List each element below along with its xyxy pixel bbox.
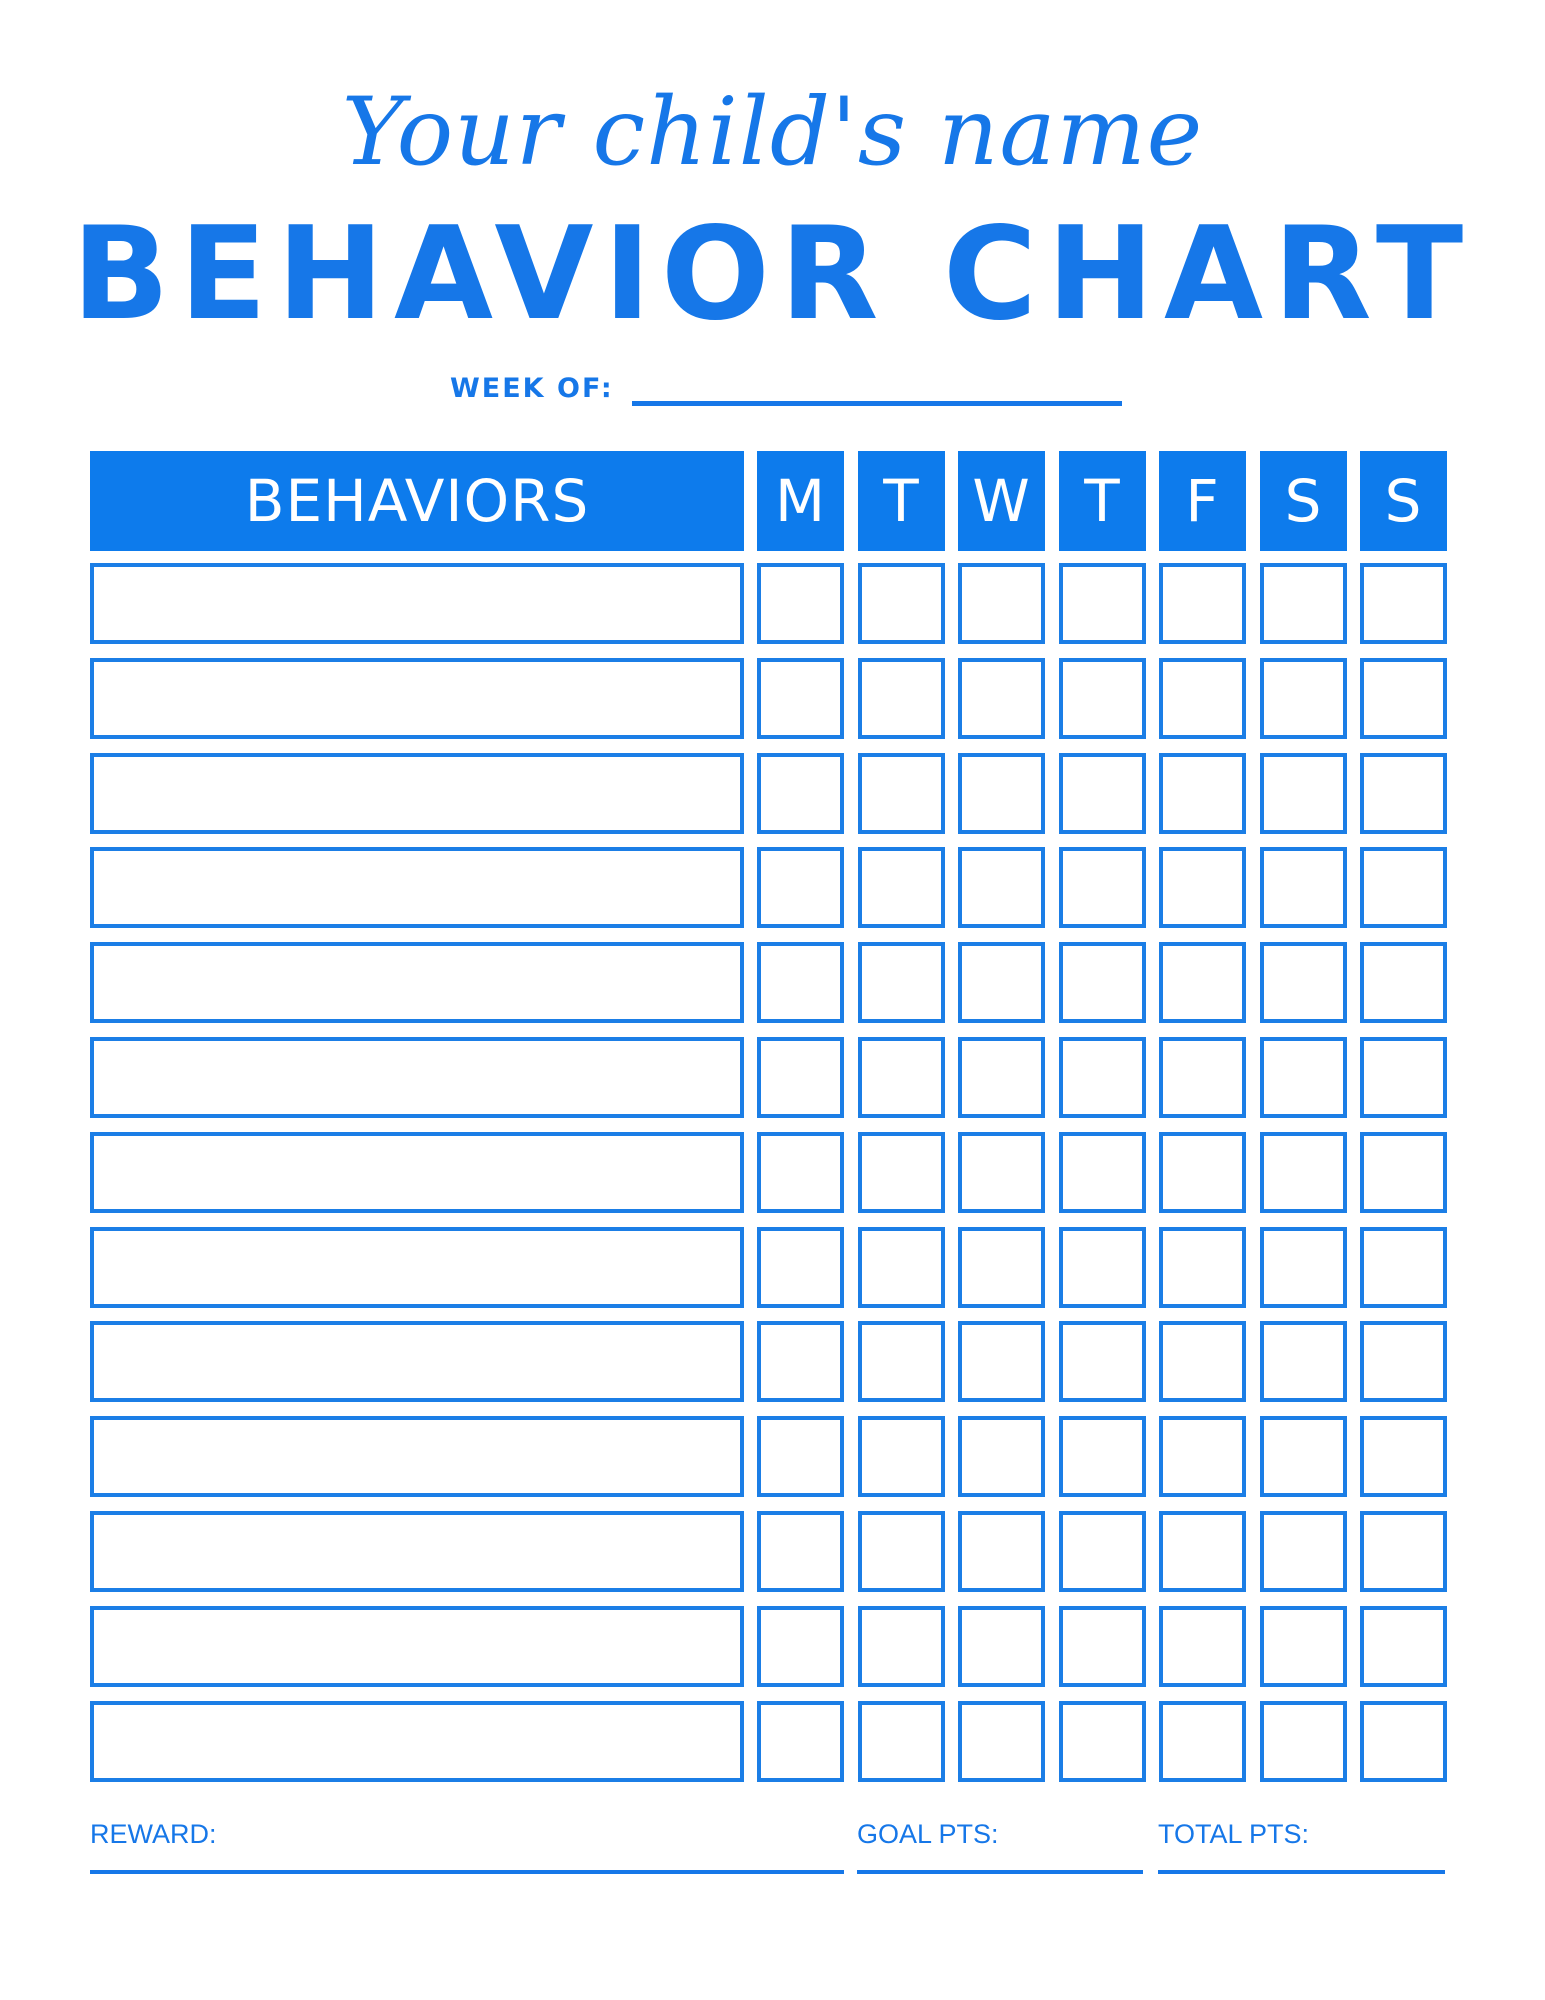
day-checkbox-row-13-col-6[interactable] [1260,1701,1347,1782]
day-checkbox-row-8-col-4[interactable] [1059,1227,1146,1308]
child-name-heading: Your child's name [341,78,1204,187]
day-checkbox-row-3-col-1[interactable] [757,753,844,834]
day-checkbox-row-8-col-1[interactable] [757,1227,844,1308]
day-checkbox-row-12-col-5[interactable] [1159,1606,1246,1687]
behavior-field-row-5[interactable] [90,942,744,1023]
day-checkbox-row-5-col-4[interactable] [1059,942,1146,1023]
day-header-2: T [858,451,945,551]
day-header-1: M [757,451,844,551]
day-checkbox-row-10-col-5[interactable] [1159,1416,1246,1497]
day-checkbox-row-7-col-1[interactable] [757,1132,844,1213]
day-checkbox-row-6-col-6[interactable] [1260,1037,1347,1118]
behaviors-header: BEHAVIORS [90,451,744,551]
day-checkbox-row-4-col-7[interactable] [1360,847,1447,928]
day-checkbox-row-7-col-7[interactable] [1360,1132,1447,1213]
day-checkbox-row-3-col-5[interactable] [1159,753,1246,834]
day-checkbox-row-8-col-7[interactable] [1360,1227,1447,1308]
day-header-7: S [1360,451,1447,551]
day-checkbox-row-9-col-2[interactable] [858,1321,945,1402]
behavior-field-row-13[interactable] [90,1701,744,1782]
day-checkbox-row-7-col-5[interactable] [1159,1132,1246,1213]
day-checkbox-row-10-col-3[interactable] [958,1416,1045,1497]
day-checkbox-row-6-col-7[interactable] [1360,1037,1447,1118]
day-checkbox-row-6-col-4[interactable] [1059,1037,1146,1118]
day-header-6: S [1260,451,1347,551]
day-checkbox-row-2-col-1[interactable] [757,658,844,739]
day-checkbox-row-11-col-2[interactable] [858,1511,945,1592]
day-checkbox-row-12-col-2[interactable] [858,1606,945,1687]
day-checkbox-row-1-col-6[interactable] [1260,563,1347,644]
day-checkbox-row-9-col-1[interactable] [757,1321,844,1402]
day-checkbox-row-6-col-1[interactable] [757,1037,844,1118]
day-checkbox-row-3-col-2[interactable] [858,753,945,834]
day-checkbox-row-3-col-6[interactable] [1260,753,1347,834]
day-checkbox-row-7-col-3[interactable] [958,1132,1045,1213]
week-of-label: WEEK OF: [450,373,614,404]
day-checkbox-row-1-col-1[interactable] [757,563,844,644]
day-checkbox-row-11-col-7[interactable] [1360,1511,1447,1592]
day-checkbox-row-11-col-3[interactable] [958,1511,1045,1592]
behavior-field-row-8[interactable] [90,1227,744,1308]
day-checkbox-row-12-col-3[interactable] [958,1606,1045,1687]
day-checkbox-row-2-col-5[interactable] [1159,658,1246,739]
day-checkbox-row-2-col-3[interactable] [958,658,1045,739]
day-checkbox-row-11-col-4[interactable] [1059,1511,1146,1592]
day-checkbox-row-11-col-5[interactable] [1159,1511,1246,1592]
behavior-field-row-6[interactable] [90,1037,744,1118]
day-checkbox-row-6-col-2[interactable] [858,1037,945,1118]
day-checkbox-row-5-col-1[interactable] [757,942,844,1023]
day-checkbox-row-13-col-3[interactable] [958,1701,1045,1782]
goal-pts-line[interactable] [857,1870,1143,1874]
day-checkbox-row-9-col-5[interactable] [1159,1321,1246,1402]
behavior-field-row-1[interactable] [90,563,744,644]
day-checkbox-row-4-col-3[interactable] [958,847,1045,928]
day-checkbox-row-5-col-7[interactable] [1360,942,1447,1023]
day-checkbox-row-8-col-5[interactable] [1159,1227,1246,1308]
behavior-field-row-4[interactable] [90,847,744,928]
day-checkbox-row-4-col-5[interactable] [1159,847,1246,928]
day-checkbox-row-6-col-3[interactable] [958,1037,1045,1118]
day-checkbox-row-3-col-7[interactable] [1360,753,1447,834]
day-checkbox-row-10-col-7[interactable] [1360,1416,1447,1497]
day-checkbox-row-9-col-6[interactable] [1260,1321,1347,1402]
day-checkbox-row-5-col-5[interactable] [1159,942,1246,1023]
day-checkbox-row-9-col-3[interactable] [958,1321,1045,1402]
day-checkbox-row-5-col-6[interactable] [1260,942,1347,1023]
day-checkbox-row-4-col-4[interactable] [1059,847,1146,928]
reward-line[interactable] [90,1870,844,1874]
day-checkbox-row-1-col-3[interactable] [958,563,1045,644]
day-checkbox-row-7-col-4[interactable] [1059,1132,1146,1213]
day-checkbox-row-11-col-1[interactable] [757,1511,844,1592]
total-pts-line[interactable] [1158,1870,1445,1874]
day-checkbox-row-10-col-4[interactable] [1059,1416,1146,1497]
behavior-field-row-11[interactable] [90,1511,744,1592]
day-checkbox-row-2-col-7[interactable] [1360,658,1447,739]
page-title: BEHAVIOR CHART [71,200,1474,349]
day-checkbox-row-12-col-7[interactable] [1360,1606,1447,1687]
day-checkbox-row-13-col-5[interactable] [1159,1701,1246,1782]
day-checkbox-row-9-col-7[interactable] [1360,1321,1447,1402]
day-checkbox-row-2-col-6[interactable] [1260,658,1347,739]
day-checkbox-row-13-col-2[interactable] [858,1701,945,1782]
day-checkbox-row-1-col-5[interactable] [1159,563,1246,644]
week-of-input-line[interactable] [632,401,1122,406]
day-checkbox-row-12-col-1[interactable] [757,1606,844,1687]
day-header-5: F [1159,451,1246,551]
day-checkbox-row-13-col-4[interactable] [1059,1701,1146,1782]
day-checkbox-row-3-col-4[interactable] [1059,753,1146,834]
day-checkbox-row-13-col-7[interactable] [1360,1701,1447,1782]
day-checkbox-row-10-col-6[interactable] [1260,1416,1347,1497]
day-checkbox-row-2-col-2[interactable] [858,658,945,739]
day-checkbox-row-13-col-1[interactable] [757,1701,844,1782]
behavior-field-row-12[interactable] [90,1606,744,1687]
day-checkbox-row-1-col-7[interactable] [1360,563,1447,644]
behavior-field-row-10[interactable] [90,1416,744,1497]
day-checkbox-row-11-col-6[interactable] [1260,1511,1347,1592]
behavior-field-row-3[interactable] [90,753,744,834]
week-of-field [450,366,1122,406]
goal-pts-label: GOAL PTS: [857,1819,999,1849]
behavior-field-row-9[interactable] [90,1321,744,1402]
day-checkbox-row-3-col-3[interactable] [958,753,1045,834]
day-checkbox-row-4-col-2[interactable] [858,847,945,928]
day-checkbox-row-9-col-4[interactable] [1059,1321,1146,1402]
day-checkbox-row-4-col-1[interactable] [757,847,844,928]
day-checkbox-row-6-col-5[interactable] [1159,1037,1246,1118]
day-checkbox-row-4-col-6[interactable] [1260,847,1347,928]
behavior-field-row-7[interactable] [90,1132,744,1213]
day-checkbox-row-10-col-1[interactable] [757,1416,844,1497]
day-checkbox-row-8-col-6[interactable] [1260,1227,1347,1308]
day-header-3: W [958,451,1045,551]
day-checkbox-row-5-col-2[interactable] [858,942,945,1023]
day-checkbox-row-8-col-2[interactable] [858,1227,945,1308]
day-header-4: T [1059,451,1146,551]
day-checkbox-row-7-col-6[interactable] [1260,1132,1347,1213]
day-checkbox-row-8-col-3[interactable] [958,1227,1045,1308]
behavior-field-row-2[interactable] [90,658,744,739]
day-checkbox-row-12-col-6[interactable] [1260,1606,1347,1687]
total-pts-label: TOTAL PTS: [1158,1819,1310,1849]
day-checkbox-row-7-col-2[interactable] [858,1132,945,1213]
day-checkbox-row-1-col-2[interactable] [858,563,945,644]
day-checkbox-row-5-col-3[interactable] [958,942,1045,1023]
reward-label: REWARD: [90,1819,217,1849]
day-checkbox-row-12-col-4[interactable] [1059,1606,1146,1687]
day-checkbox-row-10-col-2[interactable] [858,1416,945,1497]
day-checkbox-row-2-col-4[interactable] [1059,658,1146,739]
day-checkbox-row-1-col-4[interactable] [1059,563,1146,644]
